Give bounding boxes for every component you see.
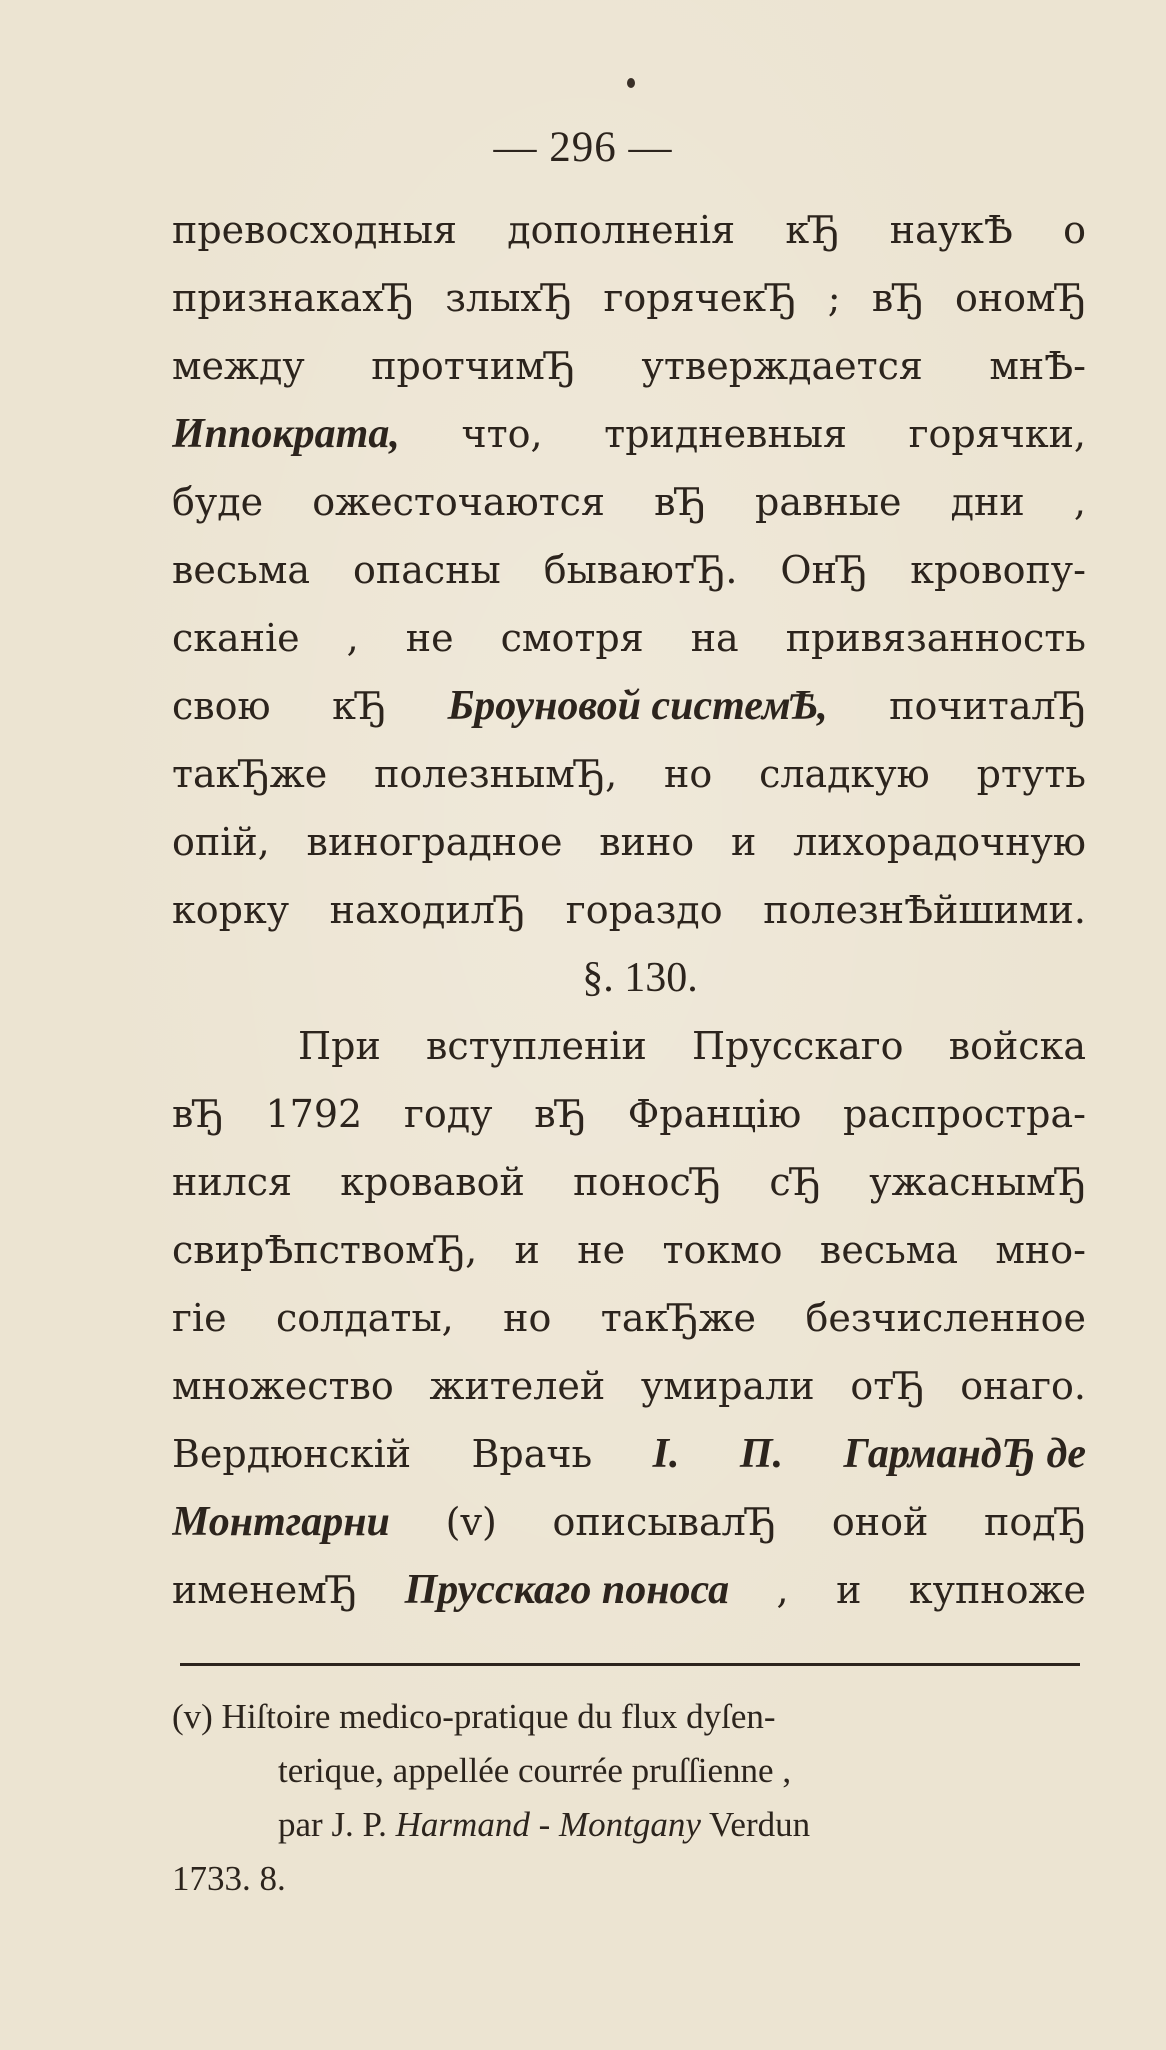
text-line (172, 468, 1086, 536)
text-word: Прусскаго (691, 1024, 904, 1068)
text-word: вЂ (534, 1092, 587, 1136)
text-word: , (1073, 480, 1086, 524)
text-word: почиталЂ (889, 684, 1086, 728)
text-word: тридневныя (604, 412, 847, 456)
text-word: множество (172, 1364, 394, 1408)
text-word: полезнѢйшими. (763, 888, 1086, 932)
text-word: Вердюнскій (172, 1432, 412, 1476)
text-word: кЂ (332, 684, 387, 728)
text-word: оной (831, 1500, 929, 1544)
text-word: токмо (662, 1228, 783, 1272)
text-line (172, 536, 1086, 604)
text-word: распростра- (843, 1092, 1086, 1136)
text-word: опасны (353, 548, 501, 592)
text-word: вЂ (871, 276, 924, 320)
text-line (172, 1488, 1086, 1556)
text-line (172, 1216, 1086, 1284)
text-word: ртуть (976, 752, 1086, 796)
text-word: мно- (995, 1228, 1086, 1272)
footnote-rule (180, 1663, 1080, 1666)
text-word: ; (827, 276, 841, 320)
text-word: П. (739, 1431, 784, 1477)
text-word: буде (172, 480, 264, 524)
text-word: кЂ (785, 208, 840, 252)
text-word: горячекЂ (603, 276, 797, 320)
text-line (172, 1148, 1086, 1216)
text-word: При (298, 1024, 381, 1068)
text-word: бываютЂ. (543, 548, 738, 592)
text-word: Броуновой системѢ, (447, 683, 828, 729)
text-word: что, (461, 412, 543, 456)
text-word: умирали (640, 1364, 815, 1408)
text-word: кровавой (340, 1160, 525, 1204)
text-word: но (503, 1296, 552, 1340)
text-word: отЂ (850, 1364, 925, 1408)
text-word: и (514, 1228, 540, 1272)
text-word: равные (755, 480, 902, 524)
text-word: но (664, 752, 713, 796)
text-line (172, 1352, 1086, 1420)
print-dot (627, 78, 635, 88)
text-word: горячки, (908, 412, 1086, 456)
text-word: сканіе (172, 616, 300, 660)
text-line (172, 1080, 1086, 1148)
text-word: утверждается (641, 344, 923, 388)
text-word: кровопу- (910, 548, 1086, 592)
text-word: лихорадочную (793, 820, 1086, 864)
text-word: мнѢ- (989, 344, 1086, 388)
text-line (172, 1556, 1086, 1624)
text-word: гораздо (565, 888, 723, 932)
text-word: сладкую (759, 752, 930, 796)
footnote-line (172, 1798, 1082, 1852)
text-word: злыхЂ (445, 276, 573, 320)
text-word: году (403, 1092, 493, 1136)
main-text (172, 196, 1086, 1624)
text-word: виноградное (306, 820, 563, 864)
text-word: ОнЂ (780, 548, 868, 592)
text-word: наукѢ (889, 208, 1013, 252)
text-word: такЂже (172, 752, 328, 796)
text-word: ужаснымЂ (869, 1160, 1086, 1204)
text-word: весьма (819, 1228, 958, 1272)
text-word: дни (950, 480, 1025, 524)
footnote-line: 1733. 8. (172, 1859, 286, 1898)
text-word: 1792 (265, 1092, 363, 1136)
text-word: весьма (172, 548, 311, 592)
page-number: — 296 — (493, 124, 673, 171)
text-word: І. (652, 1431, 680, 1477)
text-word: солдаты, (276, 1296, 454, 1340)
text-word: купноже (908, 1568, 1086, 1612)
text-line (172, 1012, 1086, 1080)
text-line (172, 264, 1086, 332)
text-line (172, 604, 1086, 672)
text-line (172, 876, 1086, 944)
text-word: корку (172, 888, 290, 932)
text-word: Иппократа, (172, 411, 400, 457)
text-word: дополненія (507, 208, 736, 252)
text-word: свою (172, 684, 271, 728)
text-word: смотря (500, 616, 644, 660)
text-word: находилЂ (329, 888, 526, 932)
text-line (172, 672, 1086, 740)
text-word: жителей (429, 1364, 606, 1408)
text-word: войска (948, 1024, 1086, 1068)
text-word: поносЂ (573, 1160, 722, 1204)
footnote (172, 1690, 1082, 1906)
text-word: онаго. (960, 1364, 1086, 1408)
text-word: , (776, 1568, 789, 1612)
text-line (172, 400, 1086, 468)
text-word: Прусскаго поноса (404, 1567, 730, 1613)
text-word: вступленіи (425, 1024, 647, 1068)
section-heading: §. 130. (582, 955, 698, 1001)
text-word: признакахЂ (172, 276, 414, 320)
text-word: и (730, 820, 757, 864)
text-line (172, 808, 1086, 876)
text-word: Монтгарни (172, 1499, 390, 1545)
text-word: Врачь (471, 1432, 593, 1476)
text-word: описывалЂ (552, 1500, 777, 1544)
text-line (172, 1284, 1086, 1352)
footnote-line: (v) Hiſtoire medico-pratique du flux dyſen- (172, 1697, 776, 1736)
text-word: о (1063, 208, 1086, 252)
text-word: на (690, 616, 739, 660)
text-line (172, 1420, 1086, 1488)
text-line (172, 740, 1086, 808)
text-word: вино (599, 820, 695, 864)
text-word: не (405, 616, 454, 660)
text-word: именемЂ (172, 1568, 358, 1612)
text-word: протчимЂ (371, 344, 576, 388)
footnote-text: Verdun (709, 1805, 811, 1844)
text-word: ожесточаются (312, 480, 605, 524)
text-word: между (172, 344, 305, 388)
footnote-line: terique, appellée courrée pruſſienne , (278, 1751, 792, 1790)
text-word: сЂ (769, 1160, 822, 1204)
text-word: Францію (627, 1092, 802, 1136)
text-word: такЂже (600, 1296, 757, 1340)
text-word: свирѢпствомЂ, (172, 1228, 478, 1272)
footnote-text: par J. P. (278, 1805, 387, 1844)
text-word: вЂ (172, 1092, 224, 1136)
text-word: гіе (172, 1296, 227, 1340)
text-word: опій, (172, 820, 270, 864)
text-word: подЂ (984, 1500, 1086, 1544)
text-line (172, 196, 1086, 264)
text-line (172, 332, 1086, 400)
text-word: (v) (445, 1500, 497, 1544)
footnote-author: Harmand - Montgany (395, 1805, 701, 1844)
text-word: привязанность (785, 616, 1086, 660)
text-word: безчисленное (805, 1296, 1086, 1340)
text-word: полезнымЂ, (374, 752, 618, 796)
text-word: , (346, 616, 359, 660)
text-word: не (577, 1228, 626, 1272)
text-word: нился (172, 1160, 293, 1204)
text-word: ГармандЂ де (843, 1431, 1086, 1477)
text-word: вЂ (654, 480, 706, 524)
text-word: ономЂ (954, 276, 1086, 320)
text-word: превосходныя (172, 208, 457, 252)
text-word: и (836, 1568, 862, 1612)
